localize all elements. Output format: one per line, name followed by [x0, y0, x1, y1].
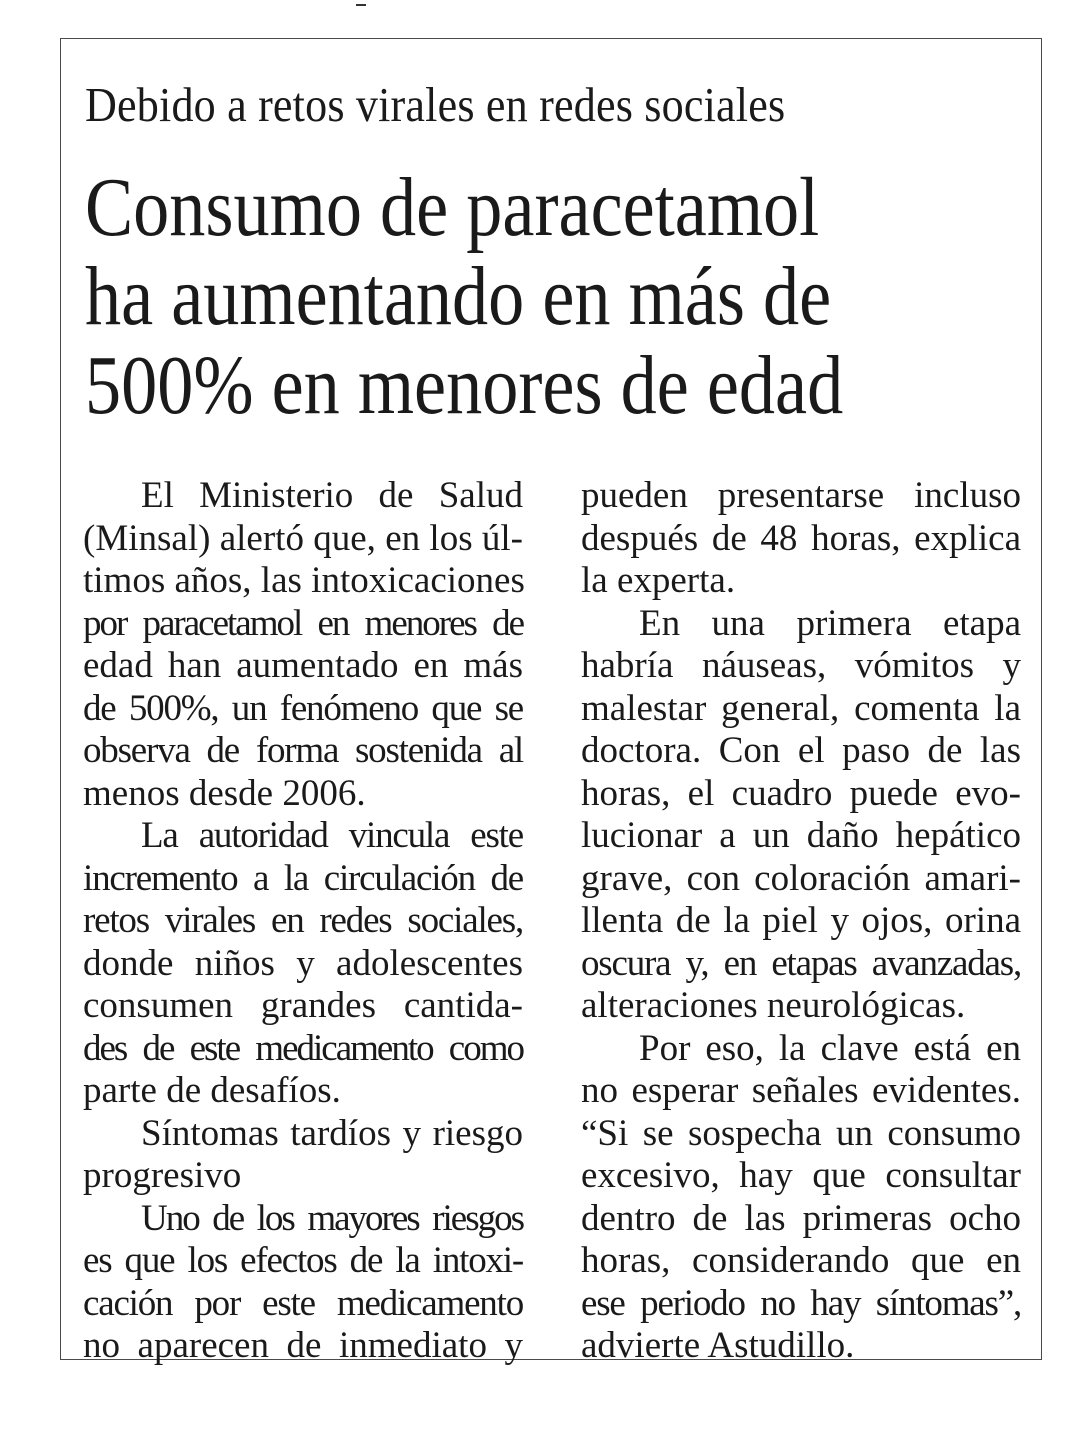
- text-line: no aparecen de inmediato y: [83, 1325, 523, 1366]
- text-line: “Si se sospecha un consumo: [581, 1112, 1021, 1154]
- text-line: (Minsal) alertó que, en los úl-: [83, 517, 523, 559]
- text-line: La autoridad vincula este: [141, 815, 523, 856]
- text-line: malestar general, comenta la: [581, 687, 1021, 729]
- text-line: observa de forma sostenida al: [83, 730, 523, 771]
- text-line: timos años, las intoxicaciones: [83, 560, 525, 601]
- text-line: doctora. Con el paso de las: [581, 730, 1021, 771]
- headline-line: Consumo de paracetamol: [85, 161, 820, 254]
- text-line: no esperar señales evidentes.: [581, 1070, 1021, 1111]
- text-line: donde niños y adolescentes: [83, 942, 523, 984]
- text-line: pueden presentarse incluso: [581, 475, 1021, 516]
- left-column: [83, 475, 523, 1368]
- headline-line: ha aumentando en más de: [85, 250, 832, 343]
- text-line: des de este medicamento como: [83, 1027, 523, 1069]
- text-line: oscura y, en etapas avanzadas,: [581, 942, 1021, 984]
- text-line: la experta.: [581, 560, 736, 601]
- text-line: es que los efectos de la intoxi-: [83, 1240, 523, 1281]
- text-line: alteraciones neurológicas.: [581, 985, 966, 1026]
- kicker: Debido a retos virales en redes sociales: [85, 77, 786, 132]
- text-line: después de 48 horas, explica: [581, 517, 1021, 559]
- text-line: Por eso, la clave está en: [639, 1027, 1021, 1069]
- news-clipping: [60, 38, 1042, 1366]
- text-line: llenta de la piel y ojos, orina: [581, 900, 1021, 941]
- text-line: cación por este medicamento: [83, 1282, 523, 1324]
- text-line: edad han aumentado en más: [83, 645, 523, 686]
- text-line: parte de desafíos.: [83, 1070, 341, 1111]
- text-line: ese periodo no hay síntomas”,: [581, 1282, 1021, 1324]
- subheading-line: progresivo: [83, 1155, 242, 1196]
- text-line: consumen grandes cantida-: [83, 985, 523, 1026]
- text-line: habría náuseas, vómitos y: [581, 645, 1021, 686]
- text-line: horas, considerando que en: [581, 1240, 1021, 1281]
- page-edge-scrap: [356, 0, 366, 6]
- text-line: Uno de los mayores riesgos: [141, 1197, 523, 1239]
- text-line: En una primera etapa: [639, 602, 1021, 644]
- text-line: grave, con coloración amari-: [581, 857, 1021, 899]
- text-line: por paracetamol en menores de: [83, 602, 523, 644]
- subheading-line: Síntomas tardíos y riesgo: [141, 1112, 523, 1154]
- text-line: dentro de las primeras ocho: [581, 1197, 1021, 1239]
- text-line: excesivo, hay que consultar: [581, 1155, 1021, 1196]
- text-line: lucionar a un daño hepático: [581, 815, 1021, 856]
- text-line: retos virales en redes sociales,: [83, 900, 523, 941]
- text-line: horas, el cuadro puede evo-: [581, 772, 1021, 814]
- text-line: El Ministerio de Salud: [141, 475, 523, 516]
- text-line: advierte Astudillo.: [581, 1325, 855, 1366]
- headline-line: 500% en menores de edad: [85, 339, 844, 432]
- headline: [85, 163, 1014, 430]
- text-line: incremento a la circulación de: [83, 857, 523, 899]
- text-line: de 500%, un fenómeno que se: [83, 687, 523, 729]
- right-column: [581, 475, 1021, 1368]
- text-line: menos desde 2006.: [83, 772, 366, 814]
